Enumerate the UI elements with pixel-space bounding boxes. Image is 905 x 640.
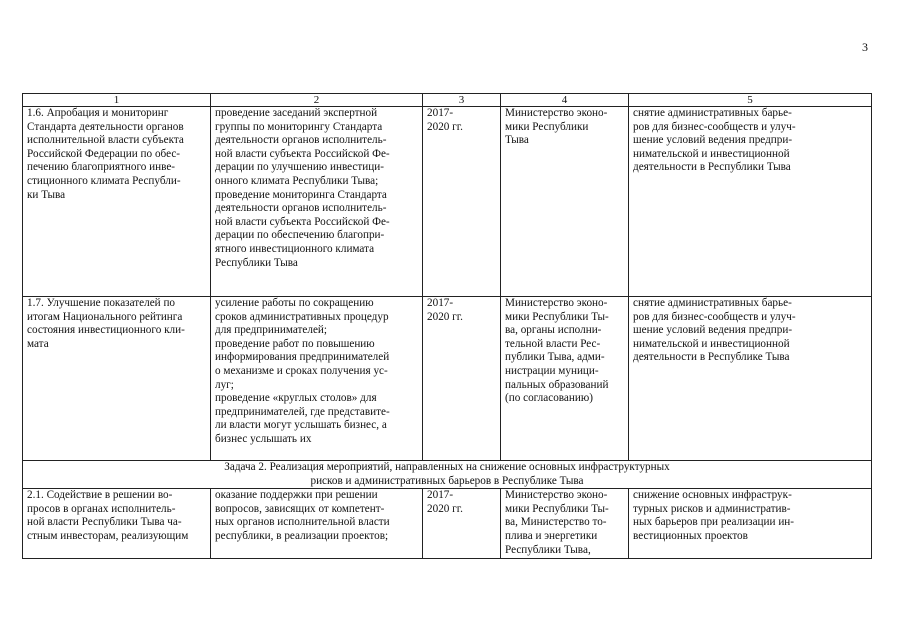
table-row xyxy=(23,489,872,559)
executor-cell: Министерство эконо- мики Республики Тыва xyxy=(501,107,629,297)
task-cell: 1.6. Апробация и мониторинг Стандарта деятельности органов исполнительной власти субъекта Российской Федерации по обес- печению благоприятного инве- стиционного климата Республи- ки Тыва xyxy=(23,107,211,297)
measures-table xyxy=(22,93,872,559)
page-number: 3 xyxy=(862,40,868,54)
header-row xyxy=(23,94,872,107)
task-cell: 2.1. Содействие в решении во- просов в органах исполнитель- ной власти Республики Тыва ча- стным инвесторам, реализующим xyxy=(23,489,211,559)
action-cell: оказание поддержки при решении вопросов, зависящих от компетент- ных органов исполнительной власти республики, в реализации проектов; xyxy=(211,489,423,559)
column-header-4: 4 xyxy=(501,94,629,107)
table-row xyxy=(23,297,872,461)
result-cell: снятие административных барье- ров для бизнес-сообществ и улуч- шение условий ведения предпри- нимательской и инвестиционной деятельности в Республике Тыва xyxy=(629,297,872,461)
column-header-2: 2 xyxy=(211,94,423,107)
result-cell: снятие административных барье- ров для бизнес-сообществ и улуч- шение условий ведения предпри- нимательской и инвестиционной деятельности в Республики Тыва xyxy=(629,107,872,297)
column-header-3: 3 xyxy=(423,94,501,107)
executor-cell: Министерство эконо- мики Республики Ты- ва, Министерство то- плива и энергетики Республики Тывa, xyxy=(501,489,629,559)
task-heading-row xyxy=(23,461,872,489)
task-cell: 1.7. Улучшение показателей по итогам Национального рейтинга состояния инвестиционного кли- мата xyxy=(23,297,211,461)
executor-cell: Министерство эконо- мики Республики Ты- ва, органы исполни- тельной власти Рес- публики Тыва, адми- нистрации муници- пальных образований (по согласованию) xyxy=(501,297,629,461)
action-cell: проведение заседаний экспертной группы по мониторингу Стандарта деятельности органов исполнитель- ной власти субъекта Российской Фе- дерации по улучшению инвестици- онного климата Республики Тыва; проведение мониторинга Стандарта деятельности органов исполнитель- ной власти субъекта Российской Фе- дерации по обеспечению благопри- ятного инвестиционного климата Республики Тыва xyxy=(211,107,423,297)
table-row xyxy=(23,107,872,297)
result-cell: снижение основных инфраструк- турных рисков и административ- ных барьеров при реализации ин- вестиционных проектов xyxy=(629,489,872,559)
action-cell: усиление работы по сокращению сроков административных процедур для предпринимателей; проведение работ по повышению информирования предпринимателей о механизме и сроках получения ус- луг; проведение «круглых столов» для предпринимателей, где представите- ли власти могут услышать бизнес, а бизнес услышать их xyxy=(211,297,423,461)
column-header-1: 1 xyxy=(23,94,211,107)
period-cell: 2017- 2020 гг. xyxy=(423,489,501,559)
period-cell: 2017- 2020 гг. xyxy=(423,297,501,461)
period-cell: 2017- 2020 гг. xyxy=(423,107,501,297)
column-header-5: 5 xyxy=(629,94,872,107)
task-heading: Задача 2. Реализация мероприятий, направленных на снижение основных инфраструктурных рисков и административных барьеров в Республике Тыва xyxy=(23,461,872,489)
